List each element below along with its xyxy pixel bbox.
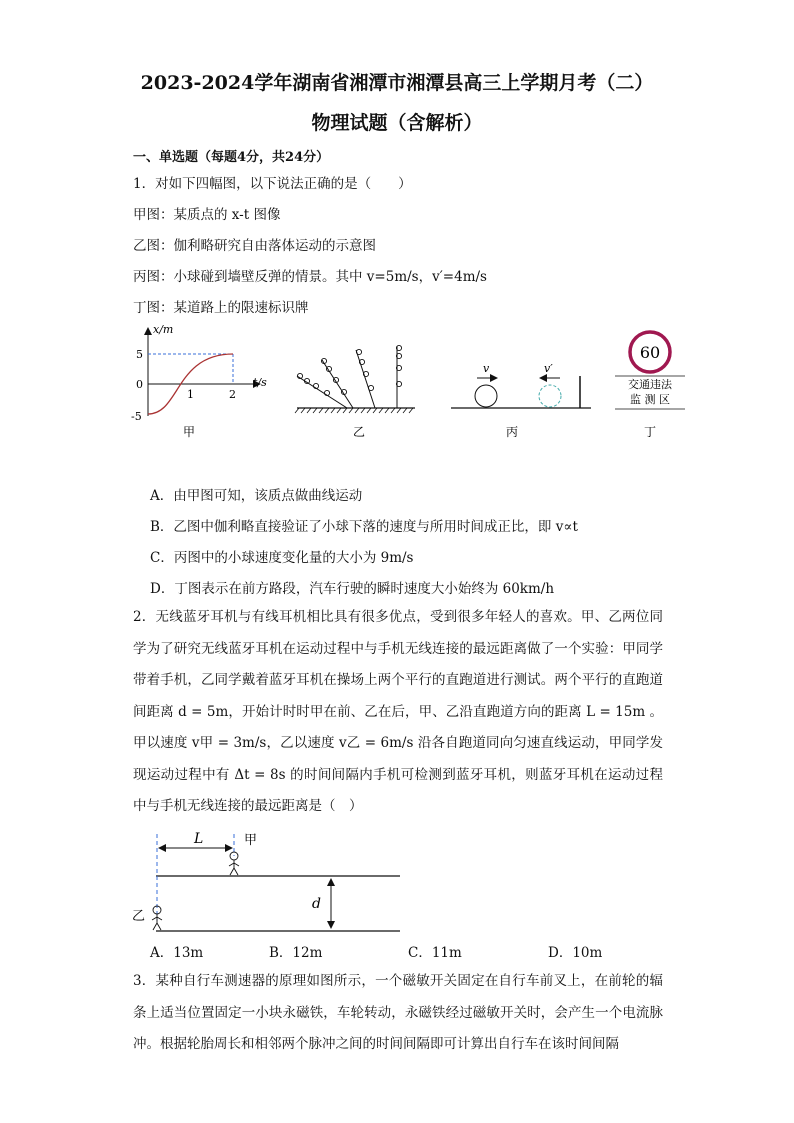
q1-option-a: A．由甲图可知，该质点做曲线运动 (150, 488, 363, 504)
fig-bing-caption: 丙 (506, 425, 519, 439)
q2-stem: 2．无线蓝牙耳机与有线耳机相比具有很多优点，受到很多年轻人的喜欢。甲、乙两位同学为了研究无线蓝牙耳机在运动过程中与手机无线连接的最远距离做了一个实验：甲同学带着手机，乙同学戴着蓝牙耳机在操场上两个平行的直跑道进行测试。两个平行的直跑道间距离 d = 5m，开始计时时甲在前、乙在后，甲、乙沿直跑道方向的距离 L = 15m 。甲以速度 v甲 = 3m/s，乙以速度 v乙 = 6m/s 沿各自跑道同向匀速直线运动，甲同学发现运动过程中有 Δt = 8s 的时间间隔内手机可检测到蓝牙耳机，则蓝牙耳机在运动过程中与手机无线连接的最远距离是（ ） (133, 609, 663, 814)
q1-option-d: D．丁图表示在前方路段，汽车行驶的瞬时速度大小始终为 60km/h (150, 581, 555, 597)
fig-ding-line2: 监 测 区 (630, 393, 670, 406)
fig-bing-ball-wall (451, 362, 591, 439)
fig-jia-tick-2: 2 (229, 388, 236, 401)
fig-yi-caption: 乙 (353, 425, 366, 439)
fig-jia-xt-graph (131, 323, 267, 439)
q2-option-b: B．12m (269, 945, 323, 961)
fig-q2-d: d (312, 896, 321, 912)
fig-ding-caption: 丁 (644, 425, 657, 439)
q1-desc-b: 乙图：伽利略研究自由落体运动的示意图 (133, 238, 376, 254)
q2-option-c: C．11m (408, 945, 462, 961)
fig-jia-ylabel: x/m (153, 323, 174, 336)
q2-figure (128, 826, 408, 938)
q1-stem: 1．对如下四幅图，以下说法正确的是（ ） (133, 176, 412, 192)
fig-yi-inclines (295, 345, 415, 439)
fig-q2-L: L (194, 831, 204, 847)
section-heading: 一、单选题（每题4分，共24分） (133, 150, 330, 165)
fig-jia-caption: 甲 (183, 425, 196, 439)
q2-option-a: A．13m (150, 945, 204, 961)
q3-stem: 3．某种自行车测速器的原理如图所示，一个磁敏开关固定在自行车前叉上，在前轮的辐条上适当位置固定一小块永磁铁，车轮转动，永磁铁经过磁敏开关时，会产生一个电流脉冲。根据轮胎周长和相邻两个脉冲之间的时间间隔即可计算出自行车在该时间间隔 (133, 973, 663, 1052)
fig-jia-tick-0: 0 (136, 378, 143, 391)
fig-ding-speed-sign (615, 332, 685, 439)
fig-jia-tick-1: 1 (187, 388, 194, 401)
fig-ding-speed: 60 (639, 343, 661, 362)
doc-subtitle: 物理试题（含解析） (311, 112, 483, 134)
q1-option-c: C．丙图中的小球速度变化量的大小为 9m/s (150, 550, 414, 566)
fig-jia-tick-5: 5 (136, 348, 143, 361)
fig-jia-xlabel: t/s (253, 376, 267, 389)
fig-jia-tick-m5: -5 (131, 410, 142, 423)
q1-desc-c: 丙图：小球碰到墙壁反弹的情景。其中 v=5m/s，v′=4m/s (133, 269, 487, 285)
fig-q2-yi: 乙 (132, 909, 146, 924)
q1-desc-a: 甲图：某质点的 x-t 图像 (133, 207, 281, 223)
fig-bing-v: v (483, 362, 490, 375)
doc-title: 2023-2024学年湖南省湘潭市湘潭县高三上学期月考（二） (140, 72, 654, 94)
runner-yi-icon (152, 906, 162, 930)
q1-option-b: B．乙图中伽利略直接验证了小球下落的速度与所用时间成正比，即 v∝t (150, 519, 578, 535)
fig-q2-jia: 甲 (244, 833, 258, 848)
q1-desc-d: 丁图：某道路上的限速标识牌 (133, 300, 309, 316)
fig-bing-vprime: v′ (544, 362, 553, 375)
q2-option-d: D．10m (548, 945, 603, 961)
fig-ding-line1: 交通违法 (628, 378, 672, 391)
q1-figures (125, 320, 695, 450)
